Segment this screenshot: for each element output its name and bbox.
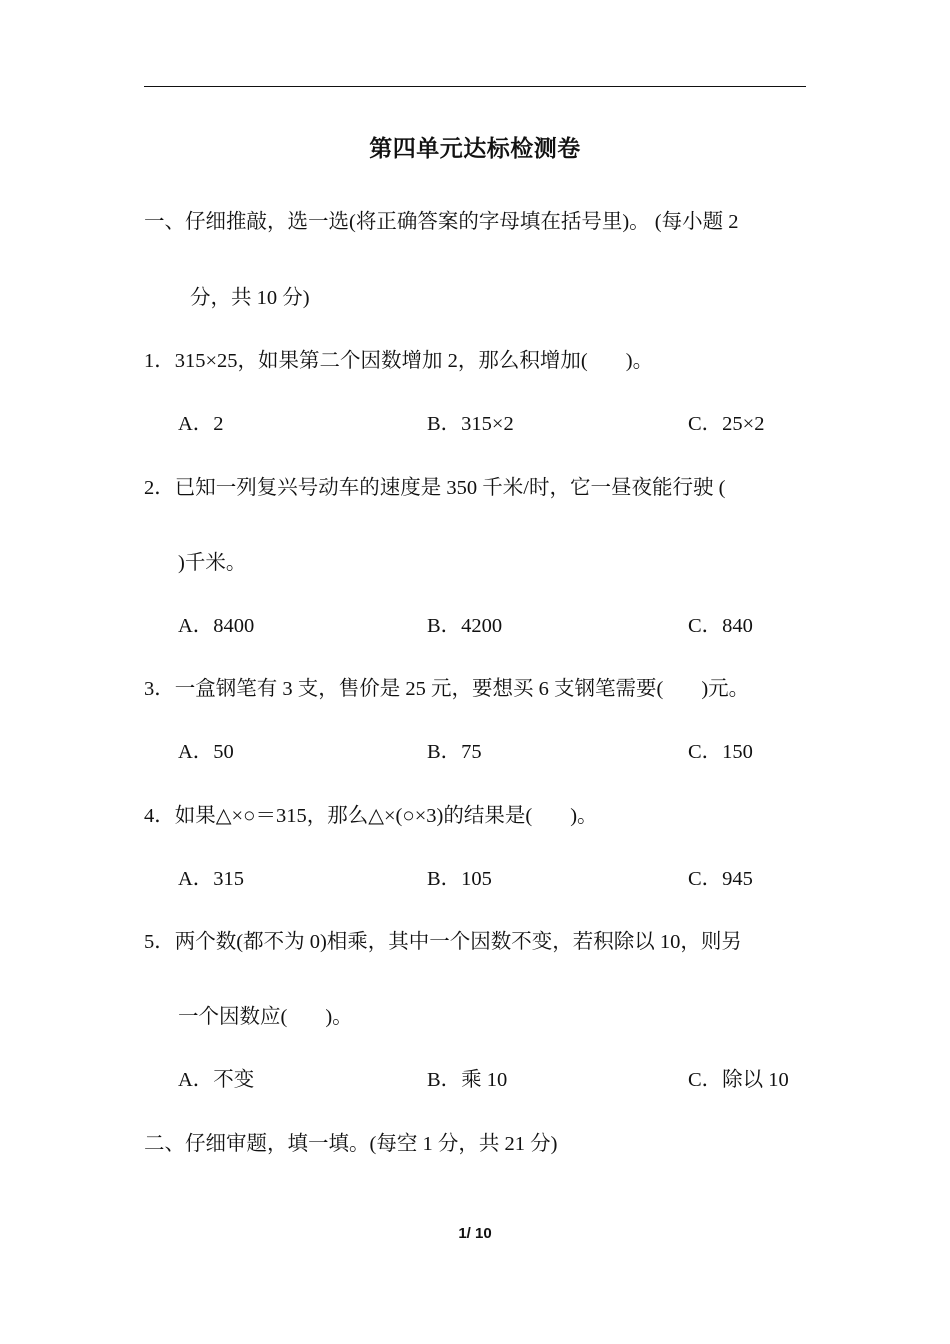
- section1-heading-line1: 一、仔细推敲，选一选(将正确答案的字母填在括号里)。 (每小题 2: [144, 211, 739, 233]
- question-5-option-b: B．乘 10: [427, 1069, 508, 1091]
- question-5-text: 一个因数应(: [178, 1006, 288, 1028]
- question-3-option-b: B．75: [427, 741, 482, 763]
- question-4-option-c: C．945: [688, 868, 753, 890]
- question-4-text-end: )。: [570, 805, 598, 827]
- question-1-option-c: C．25×2: [688, 413, 765, 435]
- question-3-text: 3．一盒钢笔有 3 支，售价是 25 元，要想买 6 支钢笔需要(: [144, 678, 664, 700]
- question-4-text: 4．如果△×○＝315，那么△×(○×3)的结果是(: [144, 805, 533, 827]
- question-4-option-a: A．315: [178, 868, 245, 890]
- question-5-stem-line2: [178, 1003, 353, 1031]
- question-5-text-end: )。: [325, 1006, 353, 1028]
- question-1-text: 1．315×25，如果第二个因数增加 2，那么积增加(: [144, 350, 588, 372]
- question-3-text-end: )元。: [701, 678, 750, 700]
- question-4-stem: [144, 802, 598, 830]
- question-2-stem-line2: )千米。: [178, 552, 247, 574]
- section1-heading-line2: 分，共 10 分): [190, 287, 310, 309]
- question-1-option-b: B．315×2: [427, 413, 514, 435]
- question-3-option-c: C．150: [688, 741, 753, 763]
- question-4-option-b: B．105: [427, 868, 492, 890]
- question-5-stem-line1: 5．两个数(都不为 0)相乘，其中一个因数不变，若积除以 10，则另: [144, 931, 742, 953]
- question-5-option-a: A．不变: [178, 1069, 255, 1091]
- question-2-stem-line1: 2．已知一列复兴号动车的速度是 350 千米/时，它一昼夜能行驶 (: [144, 477, 726, 499]
- question-5-option-c: C．除以 10: [688, 1069, 789, 1091]
- page-title: 第四单元达标检测卷: [369, 136, 581, 162]
- header-rule: [144, 86, 806, 87]
- question-3-option-a: A．50: [178, 741, 234, 763]
- question-3-stem: [144, 675, 749, 703]
- question-2-option-c: C．840: [688, 615, 753, 637]
- section2-heading: 二、仔细审题，填一填。(每空 1 分，共 21 分): [144, 1133, 558, 1155]
- page-number: 1/ 10: [458, 1225, 492, 1242]
- question-1-stem: [144, 347, 653, 375]
- question-1-option-a: A．2: [178, 413, 224, 435]
- question-2-option-b: B．4200: [427, 615, 503, 637]
- question-1-text-end: )。: [625, 350, 654, 372]
- question-2-option-a: A．8400: [178, 615, 255, 637]
